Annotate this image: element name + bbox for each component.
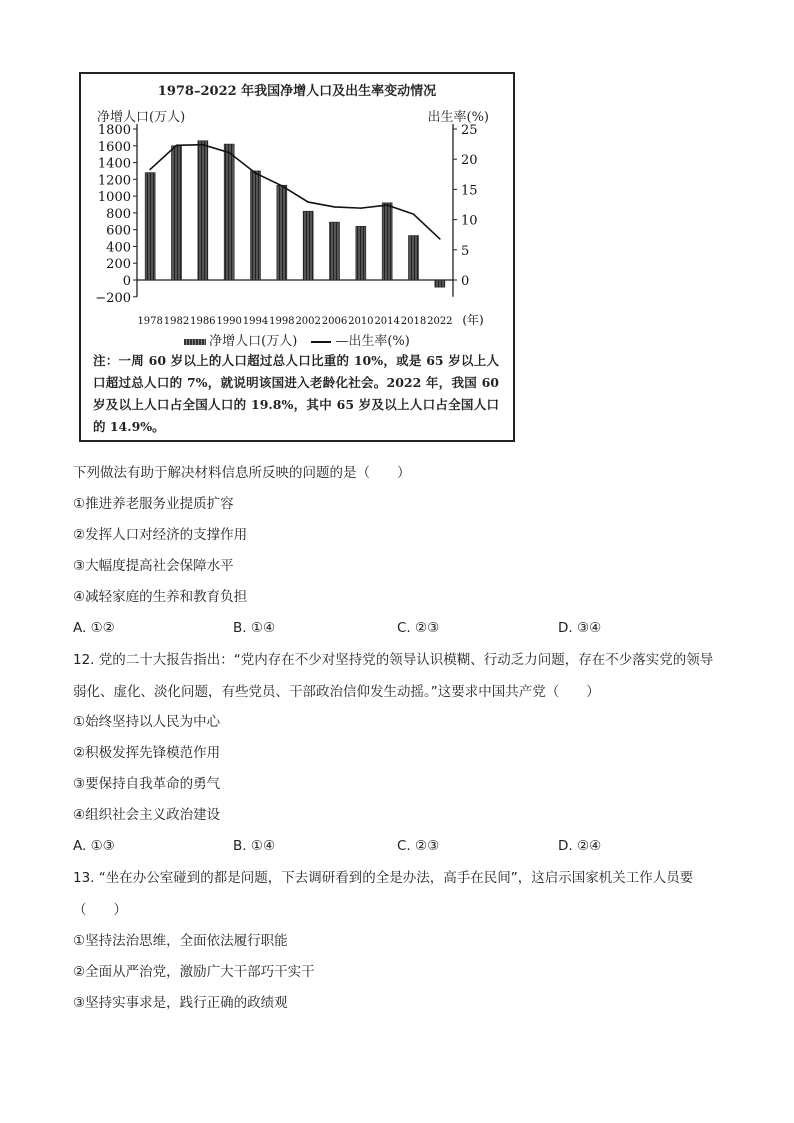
bar-2018 xyxy=(409,236,419,280)
question12-choice-d[interactable]: D. ②④ xyxy=(558,838,602,854)
left-tick-label: 600 xyxy=(106,223,131,239)
x-tick-label: 1998 xyxy=(269,316,295,327)
question12-choice-c[interactable]: C. ②③ xyxy=(397,838,440,854)
left-tick-label: 1800 xyxy=(97,123,131,138)
birth-rate-point-2002 xyxy=(307,201,309,203)
bar-2014 xyxy=(382,203,392,280)
right-axis-title: 出生率(%) xyxy=(427,110,489,125)
birth-rate-point-1994 xyxy=(255,172,257,174)
x-tick-label: 1994 xyxy=(242,316,269,327)
left-tick-label: −200 xyxy=(95,290,131,306)
question13-item-3: ③坚持实事求是，践行正确的政绩观 xyxy=(73,995,288,1011)
x-tick-label: 2014 xyxy=(374,316,400,327)
question11-item-2: ②发挥人口对经济的支撑作用 xyxy=(73,527,248,543)
birth-rate-point-2006 xyxy=(334,206,336,208)
question12-item-4: ④组织社会主义政治建设 xyxy=(73,807,221,823)
bar-2002 xyxy=(303,211,313,280)
left-tick-label: 1400 xyxy=(97,156,131,172)
question12-item-1: ①始终坚持以人民为中心 xyxy=(73,714,221,730)
question11-item-1: ①推进养老服务业提质扩容 xyxy=(73,496,234,512)
x-tick-label: 2002 xyxy=(295,316,321,327)
question12-choice-b[interactable]: B. ①④ xyxy=(233,838,276,854)
right-tick-label: 0 xyxy=(461,274,470,289)
left-tick-label: 200 xyxy=(106,257,131,273)
x-tick-label: 2006 xyxy=(321,316,348,327)
x-tick-label: 1978 xyxy=(137,316,163,327)
birth-rate-point-2018 xyxy=(413,213,415,215)
question11-choice-d[interactable]: D. ③④ xyxy=(558,620,602,636)
question11-item-3: ③大幅度提高社会保障水平 xyxy=(73,558,234,574)
combo-chart xyxy=(81,74,513,330)
bar-1994 xyxy=(251,171,261,280)
left-tick-label: 1600 xyxy=(97,139,131,155)
x-unit-label: (年) xyxy=(462,313,484,327)
birth-rate-line xyxy=(150,145,440,239)
question12-choice-a[interactable]: A. ①③ xyxy=(73,838,115,854)
birth-rate-point-2014 xyxy=(386,204,388,206)
birth-rate-point-2010 xyxy=(360,207,362,209)
x-tick-label: 1990 xyxy=(216,316,242,327)
bar-1978 xyxy=(145,173,155,280)
question13-item-1: ①坚持法治思维，全面依法履行职能 xyxy=(73,933,288,949)
bar-1990 xyxy=(224,144,234,280)
question11-item-4: ④减轻家庭的生养和教育负担 xyxy=(73,589,248,605)
chart-legend xyxy=(81,330,513,349)
birth-rate-point-1986 xyxy=(202,144,204,146)
left-tick-label: 1200 xyxy=(97,173,131,189)
bar-1982 xyxy=(172,146,182,280)
right-tick-label: 15 xyxy=(461,183,478,199)
question12-stem: 12. 党的二十大报告指出：“党内存在不少对坚持党的领导认识模糊、行动乏力问题，存在不少落实党的领导弱化、虚化、淡化问题，有些党员、干部政治信仰发生动摇。”这要求中国共产党（ ） xyxy=(73,652,714,700)
x-tick-label: 2010 xyxy=(348,316,374,327)
bar-1998 xyxy=(277,185,287,280)
chart-title: 1978–2022 年我国净增人口及出生率变动情况 xyxy=(157,84,437,99)
question13-stem: 13. “坐在办公室碰到的都是问题，下去调研看到的全是办法，高手在民间”，这启示国家机关工作人员要（ ） xyxy=(73,870,694,918)
right-tick-label: 25 xyxy=(461,123,478,138)
question11-choice-c[interactable]: C. ②③ xyxy=(397,620,440,636)
x-tick-label: 1986 xyxy=(190,316,216,327)
legend-line-swatch xyxy=(311,341,331,343)
birth-rate-point-2022 xyxy=(439,238,441,240)
question11-choice-b[interactable]: B. ①④ xyxy=(233,620,276,636)
chart-note: 注：一周 60 岁以上的人口超过总人口比重的 10%，或是 65 岁以上人口超过总人口的 7%，就说明该国进入老龄化社会。2022 年，我国 60 岁及以上人口占全国人口的 19.8%，其中 65 岁及以上人口占全国人口的 14.9%。 xyxy=(93,353,499,434)
birth-rate-point-1998 xyxy=(281,185,283,187)
legend-bar-label: 净增人口(万人) xyxy=(209,334,298,349)
right-tick-label: 20 xyxy=(461,153,478,169)
left-axis-title: 净增人口(万人) xyxy=(97,110,186,125)
bar-1986 xyxy=(198,141,208,280)
question12-item-3: ③要保持自我革命的勇气 xyxy=(73,776,221,792)
x-tick-label: 1982 xyxy=(163,316,190,327)
birth-rate-point-1978 xyxy=(149,169,151,171)
left-tick-label: 1000 xyxy=(97,190,131,206)
left-tick-label: 800 xyxy=(106,206,131,222)
bar-2010 xyxy=(356,226,366,280)
birth-rate-point-1982 xyxy=(176,145,178,147)
question13-item-2: ②全面从严治党，激励广大干部巧干实干 xyxy=(73,964,315,980)
birth-rate-point-1990 xyxy=(228,152,230,154)
bar-2022 xyxy=(435,280,445,287)
population-chart-figure xyxy=(79,72,515,442)
left-tick-label: 400 xyxy=(106,240,131,256)
right-tick-label: 5 xyxy=(461,243,470,259)
bar-2006 xyxy=(330,222,340,280)
left-tick-label: 0 xyxy=(122,274,131,289)
x-tick-label: 2022 xyxy=(427,316,453,327)
right-tick-label: 10 xyxy=(461,213,478,229)
legend-line-label: —出生率(%) xyxy=(335,334,410,349)
legend-bar-swatch xyxy=(184,339,206,345)
x-tick-label: 2018 xyxy=(400,316,427,327)
question11-stem: 下列做法有助于解决材料信息所反映的问题的是（ ） xyxy=(73,465,411,481)
question12-item-2: ②积极发挥先锋模范作用 xyxy=(73,745,221,761)
question11-choice-a[interactable]: A. ①② xyxy=(73,620,115,636)
